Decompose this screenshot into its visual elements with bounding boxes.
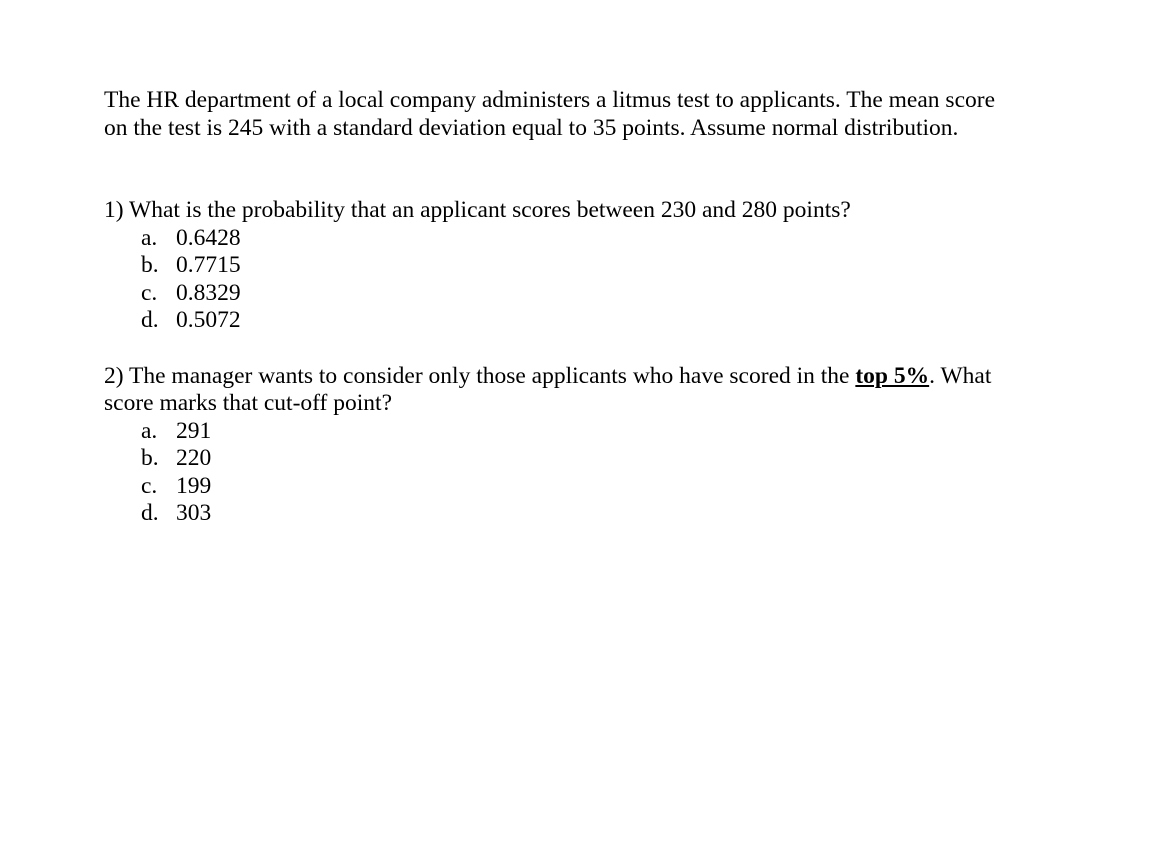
- option-value: 303: [176, 500, 212, 526]
- option-value: 0.5072: [176, 307, 241, 333]
- question-2-text: [104, 363, 1044, 418]
- option-letter: d.: [141, 500, 159, 526]
- question-1-option-a: [104, 225, 1044, 253]
- question-1: [104, 197, 1044, 335]
- option-letter: b.: [141, 445, 159, 471]
- question-1-option-b: [104, 252, 1044, 280]
- question-2-text-end: . What: [929, 362, 992, 389]
- question-2-text-start: 2) The manager wants to consider only those applicants who have scored in the: [104, 362, 856, 389]
- option-letter: a.: [141, 224, 158, 251]
- document-page: [104, 87, 1044, 528]
- intro-line-2: on the test is 245 with a standard deviation equal to 35 points. Assume normal distribution.: [104, 114, 959, 141]
- intro-paragraph: [104, 87, 1044, 142]
- question-1-option-d: [104, 307, 1044, 335]
- question-2-option-d: [104, 500, 1044, 528]
- intro-line-1: The HR department of a local company administers a litmus test to applicants. The mean score: [104, 87, 996, 113]
- question-2-options: [104, 418, 1044, 528]
- option-value: 0.8329: [176, 279, 241, 306]
- question-2: [104, 363, 1044, 528]
- option-value: 0.6428: [176, 224, 241, 251]
- option-letter: b.: [141, 252, 159, 278]
- option-letter: a.: [141, 417, 158, 444]
- question-1-options: [104, 225, 1044, 335]
- question-1-text: 1) What is the probability that an applicant scores between 230 and 280 points?: [104, 197, 851, 223]
- option-value: 291: [176, 417, 212, 444]
- question-2-highlight: top 5%: [855, 362, 930, 389]
- option-value: 199: [176, 472, 212, 499]
- question-2-text-line-2: score marks that cut-off point?: [104, 390, 393, 416]
- option-value: 220: [176, 445, 212, 471]
- option-value: 0.7715: [176, 252, 241, 278]
- question-2-option-a: [104, 418, 1044, 446]
- question-2-option-b: [104, 445, 1044, 473]
- option-letter: c.: [141, 279, 158, 306]
- question-2-option-c: [104, 473, 1044, 501]
- question-1-option-c: [104, 280, 1044, 308]
- option-letter: d.: [141, 307, 159, 333]
- option-letter: c.: [141, 472, 158, 499]
